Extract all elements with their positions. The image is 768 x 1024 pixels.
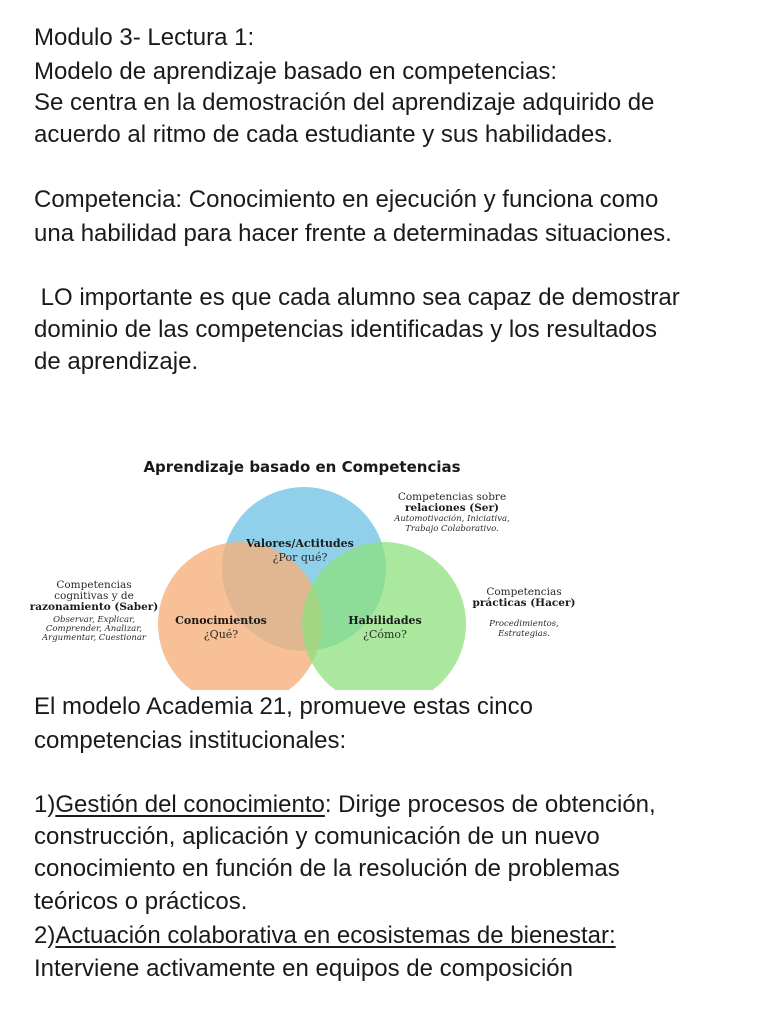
module-label: Modulo 3- Lectura 1: [34,24,255,51]
item-2-line-2: Interviene activamente en equipos de composición [34,955,573,982]
item-1-line-1 [34,789,656,821]
hacer-heading-2: prácticas (Hacer) [472,597,576,609]
academia-line-1: El modelo Academia 21, promueve estas cinco [34,693,533,720]
item-2-line-1 [34,920,616,952]
competencia-line-2: una habilidad para hacer frente a determinadas situaciones. [34,220,672,247]
saber-item-3: Argumentar, Cuestionar [42,633,146,643]
item-2-number: 2) [34,922,56,949]
diagram-title: Aprendizaje basado en Competencias [143,458,461,476]
competency-venn-diagram [18,452,584,690]
item-1-term: Gestión del conocimiento [55,791,325,818]
competencia-term: Competencia [34,186,176,213]
item-1-rest: : Dirige procesos de obtención, [324,791,656,818]
ser-heading-2: relaciones (Ser) [404,502,500,514]
saber-item-2: Comprender, Analizar, [45,624,143,634]
importante-line-1: LO importante es que cada alumno sea capaz de demostrar [34,284,680,311]
circle-top-title: Valores/Actitudes [246,537,354,550]
intro-line-2: acuerdo al ritmo de cada estudiante y sus habilidades. [34,121,614,148]
item-2-term: Actuación colaborativa en ecosistemas de bienestar: [55,922,616,949]
importante-line-2: dominio de las competencias identificadas y los resultados [34,316,658,343]
competencia-line-1 [34,184,658,216]
circle-top-question: ¿Por qué? [272,551,328,564]
academia-line-2: competencias institucionales: [34,727,347,754]
circle-right-question: ¿Cómo? [363,628,407,641]
competencia-definition: : Conocimiento en ejecución y funciona como [175,186,659,213]
ser-item-2: Trabajo Colaborativo. [405,524,499,534]
saber-heading-2: cognitivas y de [54,590,134,602]
importante-line-3: de aprendizaje. [34,348,199,375]
saber-heading-1: Competencias [56,579,132,591]
item-1-line-2: construcción, aplicación y comunicación de un nuevo [34,823,600,850]
intro-line-1: Se centra en la demostración del aprendizaje adquirido de [34,89,655,116]
circle-left-question: ¿Qué? [203,628,239,641]
ser-heading-1: Competencias sobre [397,491,507,503]
item-1-number: 1) [34,791,56,818]
item-1-line-3: conocimiento en función de la resolución de problemas [34,855,620,882]
item-1-line-4: teóricos o prácticos. [34,888,248,915]
saber-item-1: Observar, Explicar, [53,615,135,625]
saber-heading-3: razonamiento (Saber) [29,601,159,613]
hacer-item-2: Estrategias. [498,629,550,639]
ser-item-1: Automotivación, Iniciativa, [394,514,510,524]
circle-right-title: Habilidades [348,614,422,627]
hacer-item-1: Procedimientos, [489,619,559,629]
hacer-heading-1: Competencias [486,586,562,598]
circle-left-title: Conocimientos [175,614,267,627]
page-title: Modelo de aprendizaje basado en competencias: [34,58,558,85]
